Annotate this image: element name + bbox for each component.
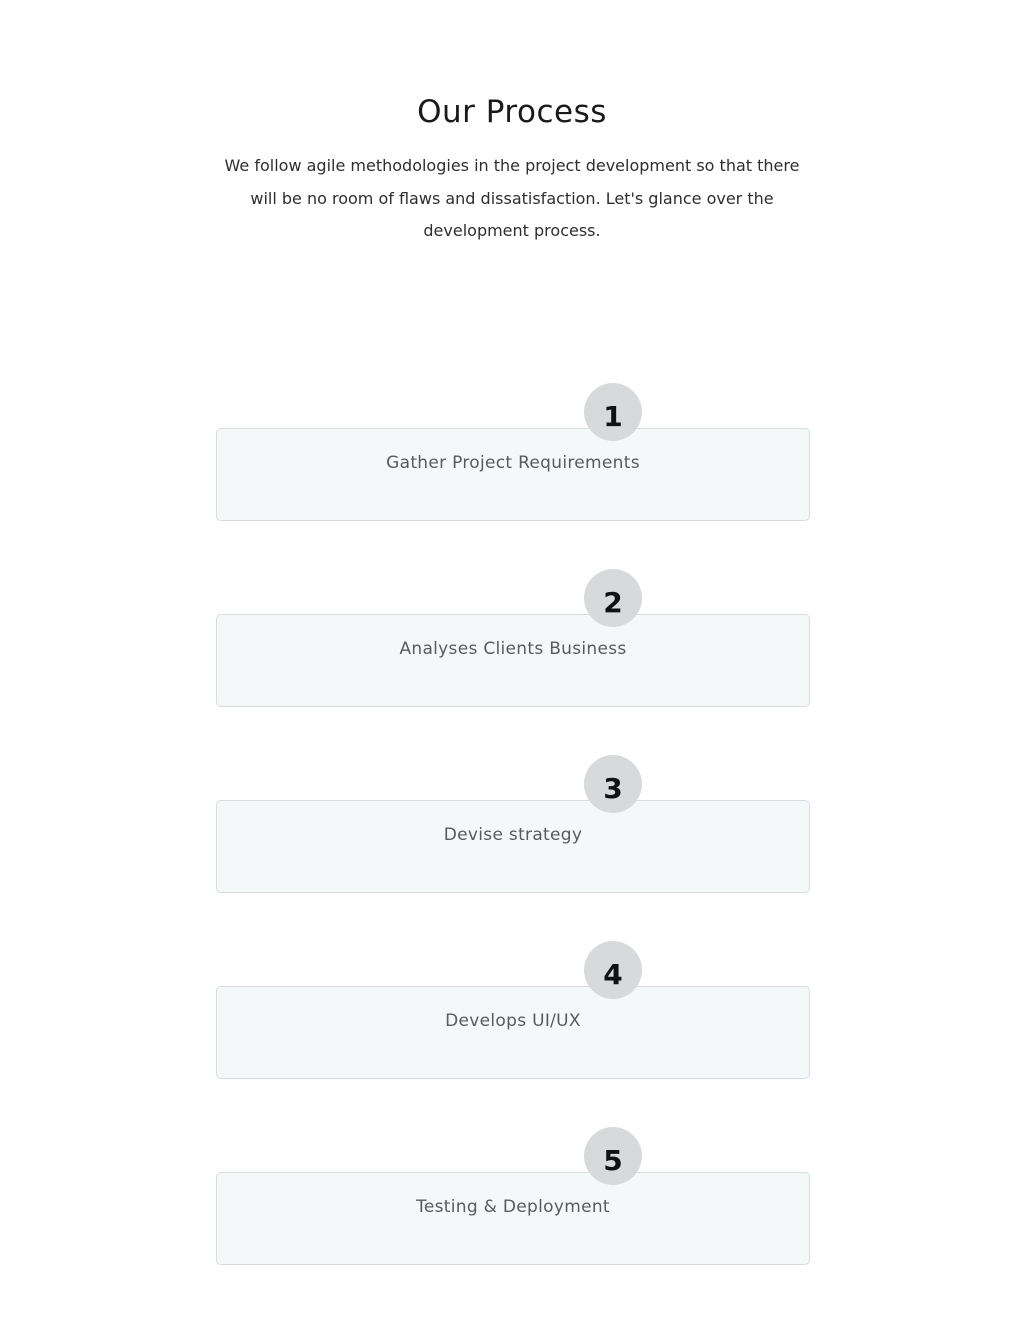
process-step bbox=[216, 383, 810, 569]
step-card bbox=[216, 1172, 810, 1265]
section-intro: We follow agile methodologies in the project development so that there will be no room of flaws and dissatisfaction. Let's glance over the development process. bbox=[224, 156, 800, 240]
process-step bbox=[216, 1127, 810, 1313]
step-card bbox=[216, 614, 810, 707]
step-number: 5 bbox=[603, 1144, 623, 1177]
step-number-badge bbox=[584, 1127, 642, 1185]
step-label: Analyses Clients Business bbox=[399, 639, 627, 659]
step-number-badge bbox=[584, 383, 642, 441]
step-card bbox=[216, 986, 810, 1079]
step-number: 2 bbox=[603, 586, 623, 619]
process-step bbox=[216, 569, 810, 755]
step-label: Gather Project Requirements bbox=[386, 453, 640, 473]
step-number-badge bbox=[584, 941, 642, 999]
process-steps-list bbox=[216, 383, 810, 1313]
step-card bbox=[216, 800, 810, 893]
step-label: Devise strategy bbox=[443, 825, 583, 845]
process-step bbox=[216, 941, 810, 1127]
section-title: Our Process bbox=[417, 94, 607, 130]
step-label: Testing & Deployment bbox=[416, 1197, 610, 1217]
step-number: 4 bbox=[603, 958, 623, 991]
step-card bbox=[216, 428, 810, 521]
step-number-badge bbox=[584, 569, 642, 627]
process-step bbox=[216, 755, 810, 941]
step-label: Develops UI/UX bbox=[445, 1011, 581, 1031]
step-number: 3 bbox=[603, 772, 623, 805]
step-number-badge bbox=[584, 755, 642, 813]
step-number: 1 bbox=[603, 400, 623, 433]
